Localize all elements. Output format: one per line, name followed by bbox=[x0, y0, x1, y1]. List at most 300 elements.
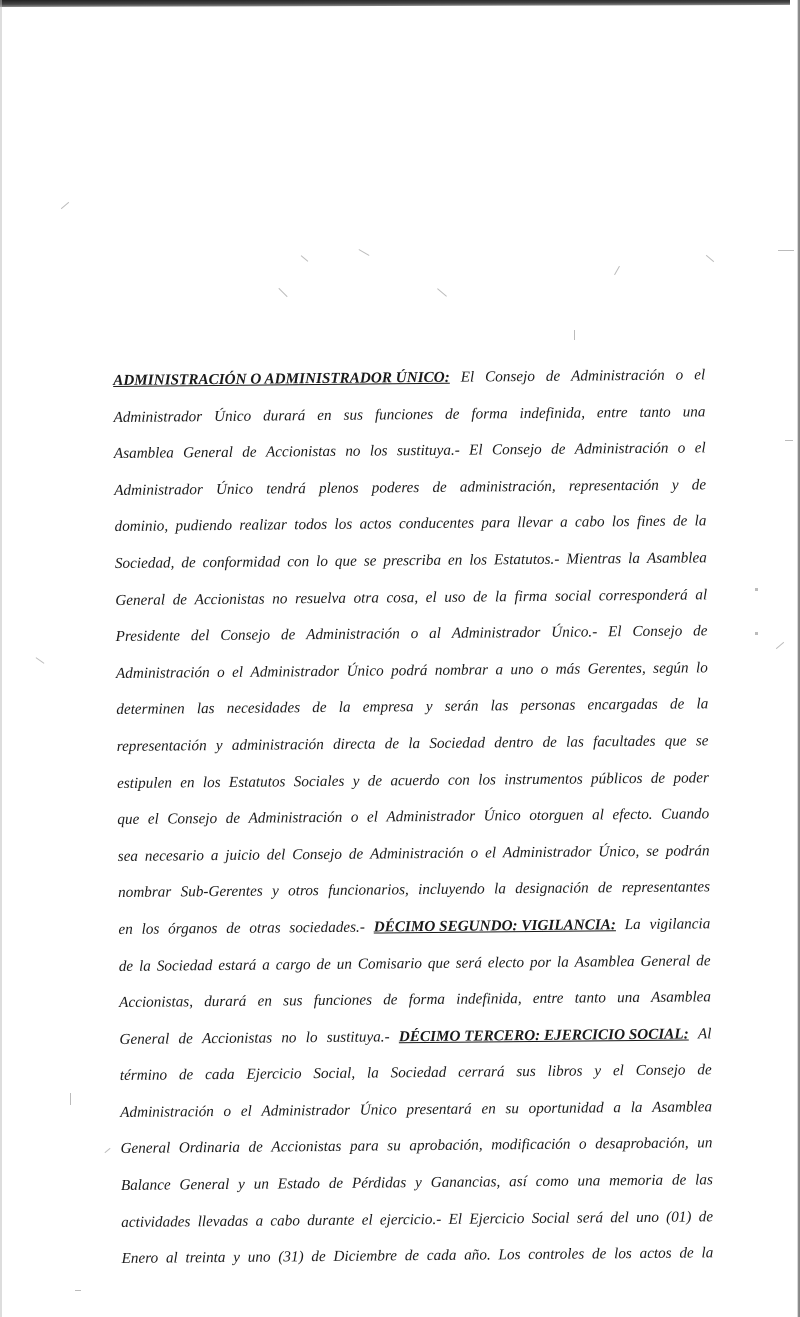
word: en bbox=[481, 1100, 496, 1118]
word: durará bbox=[204, 992, 247, 1011]
scan-speck bbox=[61, 202, 69, 209]
text-line bbox=[115, 540, 707, 582]
word: ejercicio.- bbox=[379, 1210, 442, 1229]
word: Sub-Gerentes bbox=[180, 882, 263, 901]
scan-speck bbox=[359, 249, 370, 256]
word: designación bbox=[515, 879, 589, 898]
word: de bbox=[551, 440, 566, 458]
scan-speck bbox=[75, 1290, 81, 1291]
word: año. bbox=[464, 1246, 491, 1264]
word: Asamblea bbox=[652, 1098, 713, 1116]
word: durante bbox=[307, 1211, 355, 1229]
word: Presidente bbox=[115, 627, 181, 646]
word: al bbox=[695, 585, 708, 603]
word: y bbox=[425, 698, 433, 716]
word: funciones bbox=[313, 991, 373, 1010]
word: Sociedad bbox=[156, 956, 213, 975]
word: de bbox=[311, 1248, 326, 1266]
word: Único bbox=[215, 480, 254, 498]
word: Accionistas bbox=[271, 1138, 342, 1156]
word: Los bbox=[498, 1246, 521, 1264]
word: de bbox=[679, 1244, 694, 1262]
word: en bbox=[447, 551, 463, 569]
word: resuelva bbox=[294, 589, 347, 607]
word: Administración bbox=[574, 439, 669, 458]
word: los bbox=[611, 513, 630, 531]
word: o bbox=[470, 844, 479, 862]
word: firma bbox=[514, 587, 548, 605]
word: no bbox=[272, 589, 288, 608]
text-line bbox=[114, 504, 706, 546]
word: vigilancia bbox=[649, 915, 711, 933]
word: los bbox=[202, 773, 221, 791]
word: el bbox=[484, 844, 497, 862]
word: dentro bbox=[494, 733, 534, 752]
word: de bbox=[597, 879, 613, 897]
scan-speck bbox=[104, 1148, 110, 1153]
scan-speck bbox=[776, 642, 784, 649]
scan-speck bbox=[755, 632, 758, 635]
word: la bbox=[494, 587, 507, 605]
word: sustituya.- bbox=[326, 1028, 390, 1046]
word: directa bbox=[332, 735, 376, 753]
word: La bbox=[624, 915, 641, 934]
word: Enero bbox=[121, 1249, 159, 1268]
word: cada bbox=[205, 1066, 235, 1084]
word: el bbox=[361, 1211, 373, 1229]
word: tanto bbox=[639, 403, 671, 421]
word: de bbox=[383, 991, 398, 1009]
word: o bbox=[677, 439, 686, 457]
text-line bbox=[120, 1089, 712, 1131]
word: Gerentes, bbox=[587, 659, 646, 678]
word: aprobación, bbox=[409, 1136, 483, 1155]
word: controles bbox=[528, 1245, 585, 1264]
word: Único bbox=[213, 407, 252, 425]
word: General bbox=[115, 591, 166, 609]
word: o bbox=[350, 808, 359, 826]
word: de bbox=[432, 478, 447, 496]
text-line bbox=[118, 870, 710, 912]
word: presentará bbox=[406, 1100, 472, 1119]
word: un bbox=[697, 1134, 713, 1152]
word: una bbox=[682, 402, 706, 421]
word: otros bbox=[288, 882, 319, 900]
word: El bbox=[469, 441, 483, 459]
word: de bbox=[280, 626, 296, 644]
word: al bbox=[429, 625, 442, 643]
word: El bbox=[448, 1210, 463, 1228]
word: de bbox=[226, 919, 241, 937]
scan-speck bbox=[706, 255, 714, 262]
word: Pérdidas bbox=[351, 1174, 407, 1192]
word: General bbox=[183, 444, 233, 462]
scan-top-edge bbox=[0, 0, 790, 7]
word: Administrador bbox=[386, 807, 476, 826]
word: todos bbox=[294, 516, 328, 534]
word: una bbox=[617, 989, 640, 1007]
word: Sociedad bbox=[429, 734, 486, 752]
text-line bbox=[117, 760, 709, 802]
word: Administrador bbox=[113, 407, 203, 426]
word: y bbox=[671, 476, 679, 494]
scan-speck bbox=[278, 288, 287, 297]
word: la bbox=[556, 953, 569, 971]
word: se bbox=[363, 552, 377, 570]
text-line bbox=[120, 1053, 712, 1095]
word: según bbox=[653, 659, 689, 677]
word: tanto bbox=[574, 989, 606, 1007]
word: el bbox=[240, 1102, 252, 1120]
word: para bbox=[481, 514, 511, 532]
word: Estatutos.- bbox=[493, 550, 560, 569]
word: Ordinaria bbox=[178, 1139, 241, 1157]
word: dominio, bbox=[114, 517, 169, 536]
word: lo bbox=[316, 552, 329, 571]
word: fines bbox=[636, 513, 666, 531]
word: de bbox=[328, 1174, 344, 1193]
word: realizar bbox=[239, 516, 287, 535]
word: actividades bbox=[121, 1212, 191, 1231]
word: instrumentos bbox=[504, 770, 583, 788]
word: término bbox=[119, 1066, 168, 1085]
section-heading: ADMINISTRACIÓN O ADMINISTRADOR ÚNICO: bbox=[113, 368, 450, 389]
word: para bbox=[349, 1137, 379, 1156]
scan-left-edge bbox=[0, 0, 2, 1317]
word: General bbox=[179, 1175, 230, 1194]
word: Consejo bbox=[635, 1061, 686, 1080]
word: o bbox=[578, 1135, 587, 1154]
word: Administración bbox=[115, 663, 210, 682]
word: Sociedad bbox=[390, 1064, 447, 1082]
word: en bbox=[257, 992, 272, 1010]
word: Asamblea bbox=[650, 988, 712, 1006]
text-line bbox=[115, 577, 707, 619]
word: forma bbox=[471, 404, 508, 423]
word: cerrará bbox=[458, 1063, 505, 1082]
text-line bbox=[119, 1016, 711, 1058]
word: la bbox=[696, 695, 709, 713]
word: General bbox=[120, 1139, 171, 1158]
word: Administración bbox=[120, 1102, 214, 1121]
word: representantes bbox=[621, 878, 711, 897]
word: al bbox=[165, 1249, 178, 1267]
word: de bbox=[542, 733, 557, 751]
word: estipulen bbox=[116, 773, 172, 792]
word: que bbox=[334, 552, 357, 570]
word: Sociales bbox=[293, 772, 345, 790]
word: con bbox=[447, 771, 470, 789]
word: Consejo bbox=[220, 626, 271, 645]
word: su bbox=[387, 1137, 401, 1155]
word: órganos bbox=[168, 919, 218, 938]
word: acuerdo bbox=[390, 771, 440, 789]
word: Administración bbox=[570, 366, 665, 385]
word: en bbox=[180, 773, 195, 791]
scan-speck bbox=[778, 250, 794, 251]
word: y bbox=[271, 882, 279, 900]
word: otras bbox=[249, 919, 281, 937]
section-heading: DÉCIMO SEGUNDO: VIGILANCIA: bbox=[373, 916, 616, 936]
word: de bbox=[669, 695, 685, 714]
word: uno bbox=[510, 660, 534, 678]
word: de bbox=[348, 845, 364, 863]
word: será bbox=[455, 953, 482, 972]
text-line bbox=[121, 1236, 713, 1278]
word: Administrador bbox=[451, 624, 541, 642]
word: del bbox=[610, 1208, 629, 1226]
word: y bbox=[415, 1174, 422, 1192]
word: Estatutos bbox=[228, 772, 286, 791]
word: Consejo bbox=[167, 810, 218, 828]
word: que bbox=[664, 732, 687, 750]
word: las bbox=[566, 733, 584, 751]
word: Diciembre bbox=[333, 1247, 398, 1266]
word: de bbox=[118, 957, 134, 975]
word: que bbox=[427, 954, 450, 972]
word: El bbox=[608, 623, 622, 641]
word: Administrador bbox=[250, 662, 340, 681]
word: serán bbox=[444, 697, 479, 716]
word: actos bbox=[639, 1244, 672, 1263]
word: más bbox=[555, 660, 581, 678]
scan-speck bbox=[614, 266, 620, 275]
word: de bbox=[591, 1245, 607, 1263]
word: nombrar bbox=[118, 883, 172, 902]
word: Ejercicio bbox=[469, 1209, 525, 1228]
word: en bbox=[118, 920, 133, 938]
word: Único.- bbox=[551, 623, 598, 641]
word: (01) bbox=[666, 1208, 692, 1226]
word: sustituya.- bbox=[396, 441, 460, 460]
word: otorguen bbox=[529, 806, 584, 825]
word: determinen bbox=[116, 700, 185, 719]
word: los bbox=[141, 920, 160, 938]
word: cosa, bbox=[386, 588, 419, 606]
word: llevar bbox=[517, 514, 553, 532]
word: de bbox=[242, 443, 257, 461]
word: otra bbox=[353, 589, 379, 607]
word: Mientras bbox=[566, 550, 622, 568]
word: uno bbox=[247, 1248, 271, 1266]
word: forma bbox=[408, 990, 446, 1009]
word: Sociedad, bbox=[114, 554, 175, 572]
word: Administración bbox=[306, 625, 400, 644]
word: Consejo bbox=[485, 367, 535, 386]
word: de bbox=[312, 699, 327, 717]
word: de bbox=[472, 587, 488, 606]
word: sus bbox=[343, 406, 364, 424]
word: a bbox=[560, 514, 568, 532]
text-line bbox=[119, 979, 711, 1021]
word: encargadas bbox=[587, 696, 658, 714]
scan-speck bbox=[574, 330, 575, 340]
word: a bbox=[262, 956, 270, 974]
word: de bbox=[316, 955, 331, 973]
word: se bbox=[695, 732, 709, 750]
word: se bbox=[646, 842, 659, 860]
word: modificación bbox=[491, 1136, 571, 1154]
word: de bbox=[248, 1139, 263, 1157]
word: la bbox=[694, 512, 707, 530]
word: Único bbox=[346, 662, 384, 680]
scan-speck bbox=[70, 1093, 71, 1105]
word: por bbox=[529, 953, 552, 971]
word: personas bbox=[520, 696, 576, 715]
word: funcionarios, bbox=[328, 881, 409, 900]
word: o bbox=[410, 625, 419, 643]
word: Consejo bbox=[632, 622, 683, 641]
word: plenos bbox=[318, 479, 359, 497]
word: efecto. bbox=[612, 805, 653, 824]
word: indefinida, bbox=[456, 990, 522, 1008]
word: lo bbox=[305, 1028, 318, 1046]
word: Asamblea bbox=[113, 444, 174, 463]
text-line bbox=[118, 833, 710, 875]
word: los bbox=[469, 551, 488, 569]
text-line bbox=[114, 467, 706, 509]
word: Ejercicio bbox=[246, 1065, 302, 1084]
word: entre bbox=[596, 403, 628, 421]
word: el bbox=[425, 588, 437, 606]
word: desaprobación, bbox=[595, 1134, 689, 1153]
word: de bbox=[671, 1171, 687, 1189]
text-line bbox=[121, 1162, 713, 1204]
word: incluyendo bbox=[418, 880, 485, 899]
word: la bbox=[338, 699, 351, 717]
word: de bbox=[172, 590, 188, 609]
word: no bbox=[281, 1028, 297, 1047]
word: no bbox=[345, 442, 361, 460]
word: un bbox=[336, 955, 353, 973]
word: el bbox=[694, 439, 706, 457]
word: el bbox=[694, 366, 706, 384]
word: cada bbox=[426, 1246, 457, 1265]
word: Único bbox=[359, 1101, 397, 1119]
word: de bbox=[693, 622, 708, 640]
word: poderes bbox=[371, 478, 420, 497]
word: de bbox=[384, 735, 400, 753]
word: durará bbox=[263, 406, 306, 425]
word: Accionistas bbox=[265, 443, 337, 461]
word: Administrador bbox=[261, 1101, 351, 1120]
word: en bbox=[317, 406, 332, 424]
word: Social bbox=[531, 1209, 570, 1227]
word: necesidades bbox=[226, 699, 301, 718]
word: de bbox=[697, 1061, 712, 1079]
word: lo bbox=[695, 659, 708, 677]
text-line bbox=[113, 394, 705, 436]
word: Al bbox=[697, 1024, 712, 1043]
word: uso bbox=[444, 588, 466, 606]
word: o bbox=[540, 660, 549, 678]
word: Cuando bbox=[661, 805, 710, 823]
word: a bbox=[495, 661, 504, 679]
text-line bbox=[113, 357, 705, 399]
word: sus bbox=[516, 1063, 536, 1081]
word: electo bbox=[487, 953, 525, 971]
word: Comisario bbox=[357, 954, 423, 973]
word: tendrá bbox=[266, 479, 306, 498]
word: libros bbox=[547, 1062, 583, 1081]
word: la bbox=[628, 549, 641, 568]
word: Único bbox=[483, 807, 521, 825]
word: memoria bbox=[609, 1171, 664, 1190]
word: o bbox=[216, 663, 225, 681]
word: del bbox=[266, 846, 286, 864]
scan-speck bbox=[437, 288, 447, 296]
word: su bbox=[505, 1100, 520, 1118]
word: de bbox=[650, 769, 666, 787]
scan-speck bbox=[36, 657, 45, 664]
word: facultades bbox=[592, 732, 656, 751]
word: Estado bbox=[277, 1175, 321, 1193]
word: del bbox=[190, 627, 210, 645]
word: así bbox=[509, 1173, 527, 1191]
text-line bbox=[116, 650, 708, 692]
word: de bbox=[178, 1029, 193, 1048]
word: a bbox=[255, 1212, 264, 1230]
word: indefinida, bbox=[519, 404, 586, 422]
word: cabo bbox=[574, 513, 605, 531]
word: el bbox=[366, 808, 378, 826]
word: sea bbox=[117, 847, 139, 865]
word: funciones bbox=[374, 405, 434, 424]
word: cargo bbox=[275, 955, 311, 973]
word: juicio bbox=[225, 846, 260, 864]
word: podrán bbox=[665, 842, 710, 860]
word: necesario bbox=[144, 846, 204, 865]
word: los bbox=[369, 442, 388, 460]
scan-speck bbox=[755, 588, 758, 591]
word: y bbox=[352, 772, 360, 790]
word: Accionistas, bbox=[119, 993, 194, 1012]
word: El bbox=[460, 368, 475, 386]
text-line bbox=[121, 1199, 713, 1241]
word: el bbox=[147, 810, 159, 828]
word: de bbox=[404, 1247, 420, 1265]
word: uno bbox=[636, 1208, 659, 1226]
word: una bbox=[577, 1172, 601, 1190]
word: que bbox=[117, 810, 140, 829]
word: de bbox=[545, 367, 561, 385]
word: como bbox=[535, 1172, 569, 1191]
word: Administración bbox=[369, 844, 464, 863]
document-body bbox=[113, 357, 714, 1277]
word: los bbox=[334, 516, 353, 534]
word: el bbox=[232, 663, 244, 681]
word: y bbox=[233, 1249, 241, 1267]
word: oportunidad bbox=[528, 1099, 604, 1117]
word: General bbox=[640, 951, 691, 970]
text-line bbox=[119, 943, 711, 985]
word: a bbox=[210, 846, 219, 864]
word: actos bbox=[359, 515, 392, 534]
word: administración bbox=[231, 735, 324, 754]
word: de bbox=[672, 512, 688, 531]
word: Consejo bbox=[491, 441, 542, 459]
word: Ganancias, bbox=[430, 1173, 501, 1192]
text-line bbox=[120, 1126, 712, 1168]
word: las bbox=[196, 700, 215, 718]
word: a bbox=[613, 1099, 622, 1117]
word: prescriba bbox=[383, 551, 442, 570]
word: empresa bbox=[362, 698, 414, 716]
scan-speck bbox=[301, 255, 309, 262]
word: llevadas bbox=[197, 1212, 249, 1230]
word: de bbox=[698, 1207, 714, 1226]
word: de bbox=[696, 951, 711, 969]
